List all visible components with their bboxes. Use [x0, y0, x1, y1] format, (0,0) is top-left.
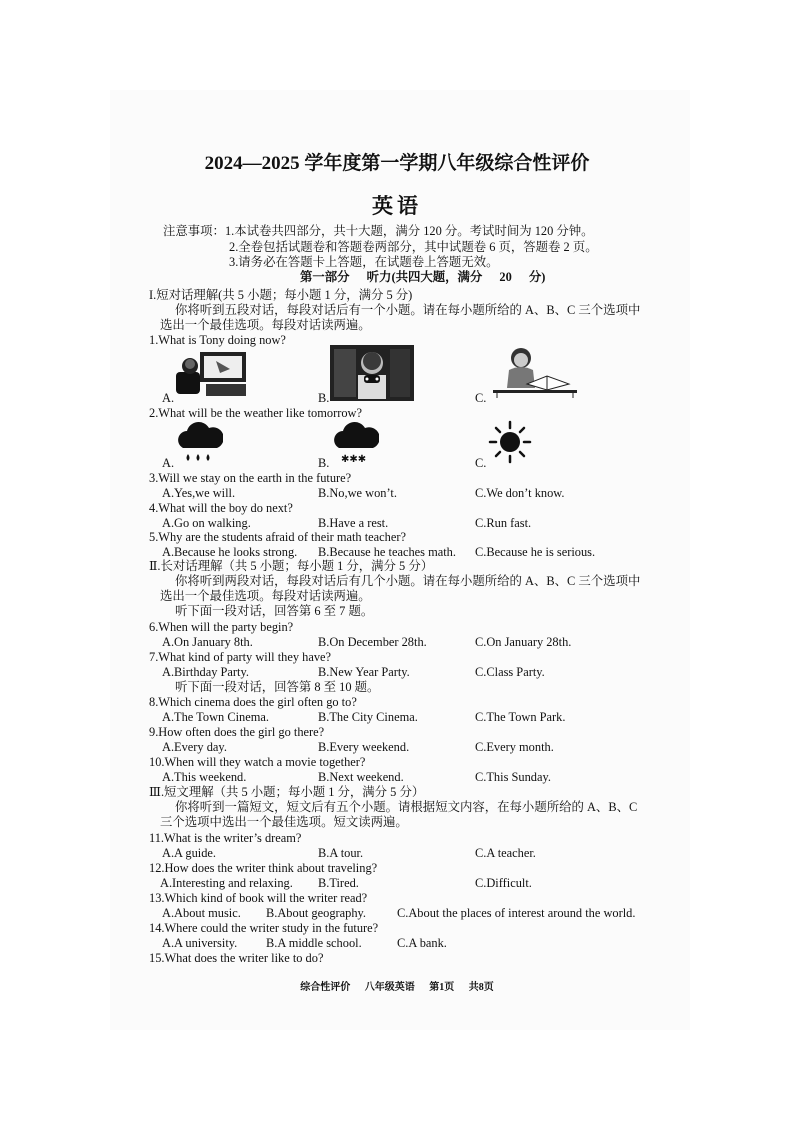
section-1-instruction-2: 选出一个最佳选项。每段对话读两遍。	[160, 318, 371, 332]
sun-icon	[488, 420, 532, 469]
q12-option-a: A.Interesting and relaxing.	[160, 876, 293, 890]
question-4: 4.What will the boy do next?	[149, 501, 293, 515]
q10-option-a: A.This weekend.	[162, 770, 247, 784]
boy-watching-tv-icon	[170, 346, 250, 403]
boy-reading-book-icon	[487, 346, 579, 403]
question-2: 2.What will be the weather like tomorrow?	[149, 406, 362, 420]
notice-line-3: 3.请务必在答题卡上答题，在试题卷上答题无效。	[229, 255, 499, 269]
notice-line-2: 2.全卷包括试题卷和答题卷两部分，其中试题卷 6 页，答题卷 2 页。	[229, 240, 598, 254]
q5-option-b: B.Because he teaches math.	[318, 545, 456, 559]
snow-cloud-icon	[333, 420, 379, 471]
q7-option-b: B.New Year Party.	[318, 665, 410, 679]
q14-option-a: A.A university.	[162, 936, 238, 950]
section-1-heading: I.短对话理解(共 5 小题；每小题 1 分，满分 5 分)	[149, 288, 413, 302]
q9-option-a: A.Every day.	[162, 740, 227, 754]
section-3-instruction-2: 三个选项中选出一个最佳选项。短文读两遍。	[160, 815, 408, 829]
rain-cloud-icon	[175, 420, 223, 471]
q9-option-b: B.Every weekend.	[318, 740, 410, 754]
section-2-heading: Ⅱ.长对话理解（共 5 小题；每小题 1 分，满分 5 分）	[149, 559, 434, 573]
q5-option-c: C.Because he is serious.	[475, 545, 596, 559]
q10-option-c: C.This Sunday.	[475, 770, 551, 784]
q7-option-a: A.Birthday Party.	[162, 665, 249, 679]
q8-option-b: B.The City Cinema.	[318, 710, 418, 724]
q5-option-a: A.Because he looks strong.	[162, 545, 298, 559]
q3-option-a: A.Yes,we will.	[162, 486, 236, 500]
question-3: 3.Will we stay on the earth in the future?	[149, 471, 352, 485]
q14-option-c: C.A bank.	[397, 936, 447, 950]
q1-option-c: C.	[475, 391, 487, 405]
q12-option-c: C.Difficult.	[475, 876, 532, 890]
q14-option-b: B.A middle school.	[266, 936, 362, 950]
q13-option-b: B.About geography.	[266, 906, 367, 920]
section-2-dialogue-1-note: 听下面一段对话，回答第 6 至 7 题。	[175, 604, 374, 618]
q4-option-b: B.Have a rest.	[318, 516, 389, 530]
question-12: 12.How does the writer think about traveling?	[149, 861, 378, 875]
q4-option-c: C.Run fast.	[475, 516, 532, 530]
q10-option-b: B.Next weekend.	[318, 770, 404, 784]
section-2-instruction-1: 你将听到两段对话，每段对话后有几个小题。请在每小题所给的 A、B、C 三个选项中	[175, 574, 641, 588]
boy-playing-game-icon	[330, 345, 414, 406]
question-9: 9.How often does the girl go there?	[149, 725, 325, 739]
part-one-heading: 第一部分 听力(共四大题，满分 20 分)	[300, 270, 546, 284]
question-11: 11.What is the writer’s dream?	[149, 831, 302, 845]
q13-option-a: A.About music.	[162, 906, 241, 920]
question-13: 13.Which kind of book will the writer read?	[149, 891, 368, 905]
q11-option-b: B.A tour.	[318, 846, 364, 860]
section-2-instruction-2: 选出一个最佳选项。每段对话读两遍。	[160, 589, 371, 603]
q13-option-c: C.About the places of interest around the world.	[397, 906, 636, 920]
subject-title: 英语	[372, 194, 422, 218]
q3-option-c: C.We don’t know.	[475, 486, 565, 500]
q1-option-b: B.	[318, 391, 330, 405]
notice-line-1: 注意事项：1.本试卷共四部分，共十大题，满分 120 分。考试时间为 120 分钟。	[163, 224, 594, 238]
q1-option-a: A.	[162, 391, 175, 405]
q6-option-c: C.On January 28th.	[475, 635, 572, 649]
q12-option-b: B.Tired.	[318, 876, 359, 890]
q11-option-c: C.A teacher.	[475, 846, 536, 860]
section-3-instruction-1: 你将听到一篇短文，短文后有五个小题。请根据短文内容，在每小题所给的 A、B、C	[175, 800, 638, 814]
question-15: 15.What does the writer like to do?	[149, 951, 324, 965]
question-10: 10.When will they watch a movie together?	[149, 755, 366, 769]
question-8: 8.Which cinema does the girl often go to?	[149, 695, 357, 709]
q3-option-b: B.No,we won’t.	[318, 486, 397, 500]
section-2-dialogue-2-note: 听下面一段对话，回答第 8 至 10 题。	[175, 680, 380, 694]
question-7: 7.What kind of party will they have?	[149, 650, 332, 664]
q6-option-a: A.On January 8th.	[162, 635, 253, 649]
q2-option-a: A.	[162, 456, 175, 470]
question-1: 1.What is Tony doing now?	[149, 333, 286, 347]
question-6: 6.When will the party begin?	[149, 620, 294, 634]
question-14: 14.Where could the writer study in the future?	[149, 921, 379, 935]
q8-option-a: A.The Town Cinema.	[162, 710, 269, 724]
q6-option-b: B.On December 28th.	[318, 635, 427, 649]
q9-option-c: C.Every month.	[475, 740, 554, 754]
page-footer: 综合性评价 八年级英语 第1页 共8页	[300, 982, 494, 993]
exam-title: 2024—2025 学年度第一学期八年级综合性评价	[204, 153, 590, 174]
svg-text:✱✱✱: ✱✱✱	[341, 454, 367, 465]
q2-option-c: C.	[475, 456, 487, 470]
q2-option-b: B.	[318, 456, 330, 470]
section-3-heading: Ⅲ.短文理解（共 5 小题；每小题 1 分，满分 5 分）	[149, 785, 425, 799]
q11-option-a: A.A guide.	[162, 846, 217, 860]
q7-option-c: C.Class Party.	[475, 665, 545, 679]
q8-option-c: C.The Town Park.	[475, 710, 566, 724]
q4-option-a: A.Go on walking.	[162, 516, 251, 530]
question-5: 5.Why are the students afraid of their math teacher?	[149, 530, 406, 544]
section-1-instruction-1: 你将听到五段对话，每段对话后有一个小题。请在每小题所给的 A、B、C 三个选项中	[175, 303, 641, 317]
